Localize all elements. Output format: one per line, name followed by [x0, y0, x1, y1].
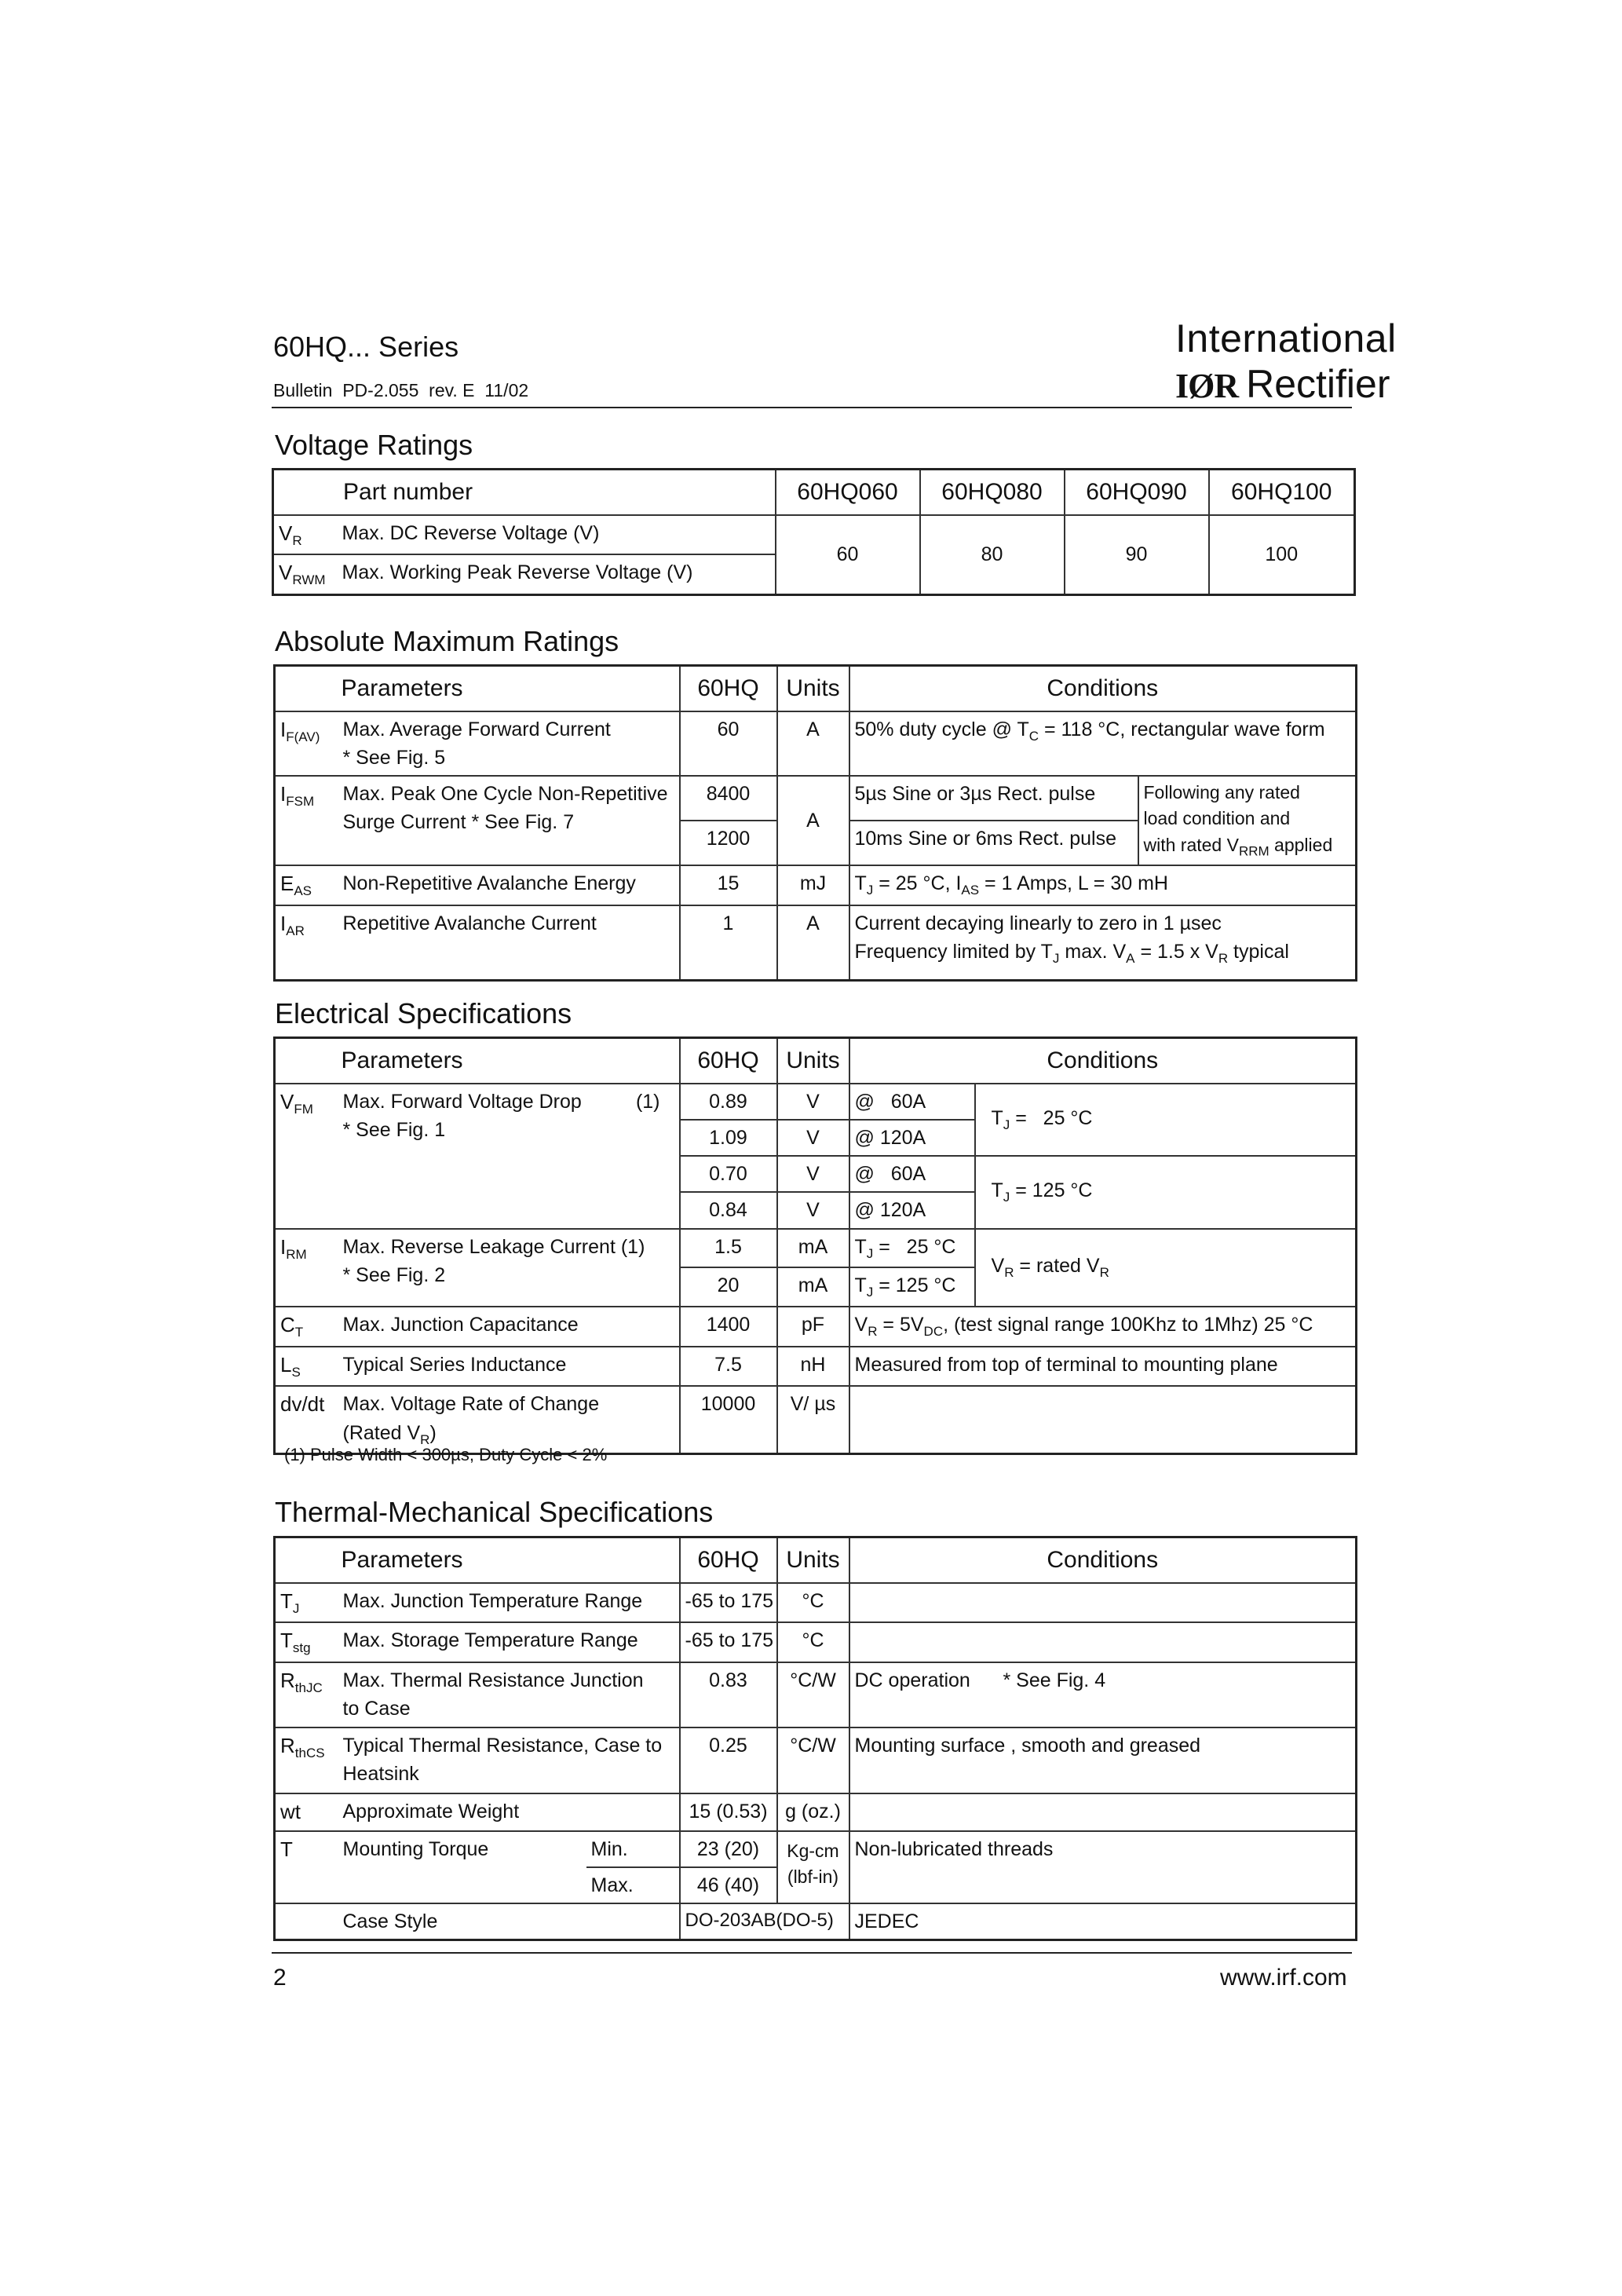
vfm-unit: V	[777, 1120, 849, 1156]
part-number-label: Part number	[343, 478, 473, 505]
conditions-header: Conditions	[849, 1537, 1357, 1583]
ct-cond: $V_R = 5V_{DC}$, (test signal range 100Khz to 1Mhz) 25 °C	[849, 1307, 1357, 1347]
tj-unit: °C	[777, 1583, 849, 1623]
wt-value: 15 (0.53)	[680, 1793, 777, 1831]
iar-cond: Current decaying linearly to zero in 1 µsec Frequency limited by $T_J$ max. $V_A = 1.5$ x $V_R$ typical	[849, 905, 1357, 981]
torque-min-label: Min.	[586, 1831, 680, 1867]
rthjc-value: 0.83	[680, 1662, 777, 1727]
logo-international: International	[1175, 316, 1397, 360]
vfm-cond: @ 60A	[849, 1156, 975, 1192]
tstg-value: -65 to 175	[680, 1622, 777, 1662]
footer-rule	[272, 1952, 1352, 1954]
ior-logo: IØR	[1175, 367, 1239, 405]
torque-max-label: Max.	[586, 1867, 680, 1903]
ls-cond: Measured from top of terminal to mounting plane	[849, 1347, 1357, 1387]
dvdt-desc: Max. Voltage Rate of Change (Rated $V_R$)	[338, 1386, 680, 1453]
value-cell: 90	[1065, 515, 1209, 595]
ifsm-symbol: $I_{FSM}$	[275, 776, 338, 865]
absolute-max-title: Absolute Maximum Ratings	[275, 625, 619, 657]
wt-symbol: wt	[275, 1793, 338, 1831]
irm-desc: Max. Reverse Leakage Current (1) * See Fig. 2	[338, 1229, 680, 1307]
thermal-spec-title: Thermal-Mechanical Specifications	[275, 1496, 714, 1528]
vfm-cond: @ 120A	[849, 1192, 975, 1228]
units-header: Units	[777, 666, 849, 711]
blank-header	[275, 666, 338, 711]
blank-header	[275, 1537, 338, 1583]
iar-desc: Repetitive Avalanche Current	[338, 905, 680, 981]
vfm-symbol: $V_{FM}$	[275, 1084, 338, 1229]
tstg-symbol: $T_{stg}$	[275, 1622, 338, 1662]
iar-symbol: $I_{AR}$	[275, 905, 338, 981]
case-value: DO-203AB(DO-5)	[680, 1903, 849, 1940]
part-header: 60HQ090	[1065, 470, 1209, 515]
vfm-unit: V	[777, 1084, 849, 1120]
wt-unit: g (oz.)	[777, 1793, 849, 1831]
vfm-unit: V	[777, 1156, 849, 1192]
vfm-value: 0.89	[680, 1084, 777, 1120]
parameters-header: Parameters	[338, 666, 680, 711]
vrwm-desc: Max. Working Peak Reverse Voltage (V)	[342, 561, 693, 584]
vfm-cond: @ 60A	[849, 1084, 975, 1120]
case-cond: JEDEC	[849, 1903, 1357, 1940]
vfm-value: 0.70	[680, 1156, 777, 1192]
logo-rectifier	[1175, 361, 1390, 407]
ifav-symbol: $I_{F(AV)}$	[275, 711, 338, 777]
vr-desc: Max. DC Reverse Voltage (V)	[342, 521, 600, 544]
wt-cond	[849, 1793, 1357, 1831]
eas-symbol: $E_{AS}$	[275, 865, 338, 905]
ifav-value: 60	[680, 711, 777, 777]
electrical-spec-title: Electrical Specifications	[275, 997, 572, 1029]
tj-cond	[849, 1583, 1357, 1623]
ifsm-value: 1200	[680, 821, 777, 865]
vfm-desc: Max. Forward Voltage Drop (1) * See Fig. 1	[338, 1084, 680, 1229]
vrwm-symbol: $V_{RWM}$	[279, 561, 326, 588]
wt-desc: Approximate Weight	[338, 1793, 680, 1831]
col-header: 60HQ	[680, 1038, 777, 1084]
series-title: 60HQ... Series	[273, 331, 459, 363]
tstg-desc: Max. Storage Temperature Range	[338, 1622, 680, 1662]
page-number: 2	[273, 1965, 287, 1991]
dvdt-symbol: dv/dt	[275, 1386, 338, 1453]
ifav-cond: 50% duty cycle @ $T_C = 118$ °C, rectangular wave form	[849, 711, 1357, 777]
units-header: Units	[777, 1038, 849, 1084]
eas-cond: $T_J = 25$ °C, $I_{AS} = 1$ Amps, L = 30 mH	[849, 865, 1357, 905]
irm-unit: mA	[777, 1267, 849, 1307]
col-header: 60HQ	[680, 666, 777, 711]
rthcs-value: 0.25	[680, 1727, 777, 1793]
value-cell: 60	[776, 515, 920, 595]
ls-value: 7.5	[680, 1347, 777, 1387]
ct-value: 1400	[680, 1307, 777, 1347]
part-header: 60HQ100	[1209, 470, 1355, 515]
torque-unit: Kg-cm (lbf-in)	[777, 1831, 849, 1904]
vfm-value: 0.84	[680, 1192, 777, 1228]
torque-desc: Mounting Torque	[338, 1831, 586, 1904]
bulletin-info: Bulletin PD-2.055 rev. E 11/02	[273, 380, 529, 400]
vrwm-row	[273, 554, 776, 594]
col-header: 60HQ	[680, 1537, 777, 1583]
vfm-unit: V	[777, 1192, 849, 1228]
eas-unit: mJ	[777, 865, 849, 905]
ls-unit: nH	[777, 1347, 849, 1387]
irm-value: 20	[680, 1267, 777, 1307]
iar-unit: A	[777, 905, 849, 981]
blank-header	[275, 1038, 338, 1084]
electrical-footnote: (1) Pulse Width < 300µs, Duty Cycle < 2%	[284, 1445, 608, 1464]
torque-cond: Non-lubricated threads	[849, 1831, 1357, 1904]
tstg-cond	[849, 1622, 1357, 1662]
rthcs-unit: °C/W	[777, 1727, 849, 1793]
rthcs-desc: Typical Thermal Resistance, Case to Heatsink	[338, 1727, 680, 1793]
ifsm-value: 8400	[680, 776, 777, 821]
ls-desc: Typical Series Inductance	[338, 1347, 680, 1387]
ifsm-desc: Max. Peak One Cycle Non-Repetitive Surge Current * See Fig. 7	[338, 776, 680, 865]
vr-row	[273, 515, 776, 555]
eas-desc: Non-Repetitive Avalanche Energy	[338, 865, 680, 905]
rthjc-unit: °C/W	[777, 1662, 849, 1727]
ifsm-unit: A	[777, 776, 849, 865]
irm-cond: $T_J = 25$ °C	[849, 1229, 975, 1268]
parameters-header: Parameters	[338, 1537, 680, 1583]
ifav-unit: A	[777, 711, 849, 777]
torque-symbol: T	[275, 1831, 338, 1904]
dvdt-value: 10000	[680, 1386, 777, 1453]
electrical-spec-table	[273, 1036, 1357, 1455]
website-link[interactable]: www.irf.com	[1220, 1965, 1347, 1991]
header-rule	[272, 407, 1352, 408]
parameters-header: Parameters	[338, 1038, 680, 1084]
ifsm-cond: 10ms Sine or 6ms Rect. pulse	[849, 821, 1138, 865]
vfm-cond: @ 120A	[849, 1120, 975, 1156]
ifsm-note: Following any rated load condition and with rated $V_{RRM}$ applied	[1138, 776, 1357, 865]
irm-vr: $V_R$ = rated $V_R$	[975, 1229, 1357, 1307]
conditions-header: Conditions	[849, 1038, 1357, 1084]
irm-unit: mA	[777, 1229, 849, 1268]
rthjc-symbol: $R_{thJC}$	[275, 1662, 338, 1727]
case-desc: Case Style	[338, 1903, 680, 1940]
tj-symbol: $T_J$	[275, 1583, 338, 1623]
thermal-spec-table	[273, 1536, 1357, 1941]
voltage-ratings-title: Voltage Ratings	[275, 429, 473, 461]
rthcs-cond: Mounting surface , smooth and greased	[849, 1727, 1357, 1793]
vfm-value: 1.09	[680, 1120, 777, 1156]
part-number-header	[273, 470, 776, 515]
tj-value: -65 to 175	[680, 1583, 777, 1623]
tj-desc: Max. Junction Temperature Range	[338, 1583, 680, 1623]
dvdt-unit: V/ µs	[777, 1386, 849, 1453]
ls-symbol: $L_S$	[275, 1347, 338, 1387]
vr-symbol: $V_R$	[279, 521, 302, 548]
units-header: Units	[777, 1537, 849, 1583]
case-symbol	[275, 1903, 338, 1940]
logo-rectifier-text: Rectifier	[1246, 362, 1390, 406]
part-header: 60HQ080	[920, 470, 1065, 515]
rthcs-symbol: $R_{thCS}$	[275, 1727, 338, 1793]
vfm-tj25: $T_J = 25$ °C	[975, 1084, 1357, 1157]
ct-unit: pF	[777, 1307, 849, 1347]
absolute-max-table	[273, 664, 1357, 982]
iar-value: 1	[680, 905, 777, 981]
value-cell: 80	[920, 515, 1065, 595]
ct-symbol: $C_T$	[275, 1307, 338, 1347]
torque-max-value: 46 (40)	[680, 1867, 777, 1903]
torque-min-value: 23 (20)	[680, 1831, 777, 1867]
irm-value: 1.5	[680, 1229, 777, 1268]
ifav-desc: Max. Average Forward Current * See Fig. 5	[338, 711, 680, 777]
ct-desc: Max. Junction Capacitance	[338, 1307, 680, 1347]
irm-symbol: $I_{RM}$	[275, 1229, 338, 1307]
rthjc-desc: Max. Thermal Resistance Junction to Case	[338, 1662, 680, 1727]
dvdt-cond	[849, 1386, 1357, 1453]
ifsm-cond: 5µs Sine or 3µs Rect. pulse	[849, 776, 1138, 821]
value-cell: 100	[1209, 515, 1355, 595]
voltage-ratings-table	[272, 468, 1356, 596]
irm-cond: $T_J = 125$ °C	[849, 1267, 975, 1307]
conditions-header: Conditions	[849, 666, 1357, 711]
part-header: 60HQ060	[776, 470, 920, 515]
eas-value: 15	[680, 865, 777, 905]
vfm-tj125: $T_J = 125$ °C	[975, 1156, 1357, 1229]
tstg-unit: °C	[777, 1622, 849, 1662]
rthjc-cond: DC operation * See Fig. 4	[849, 1662, 1357, 1727]
